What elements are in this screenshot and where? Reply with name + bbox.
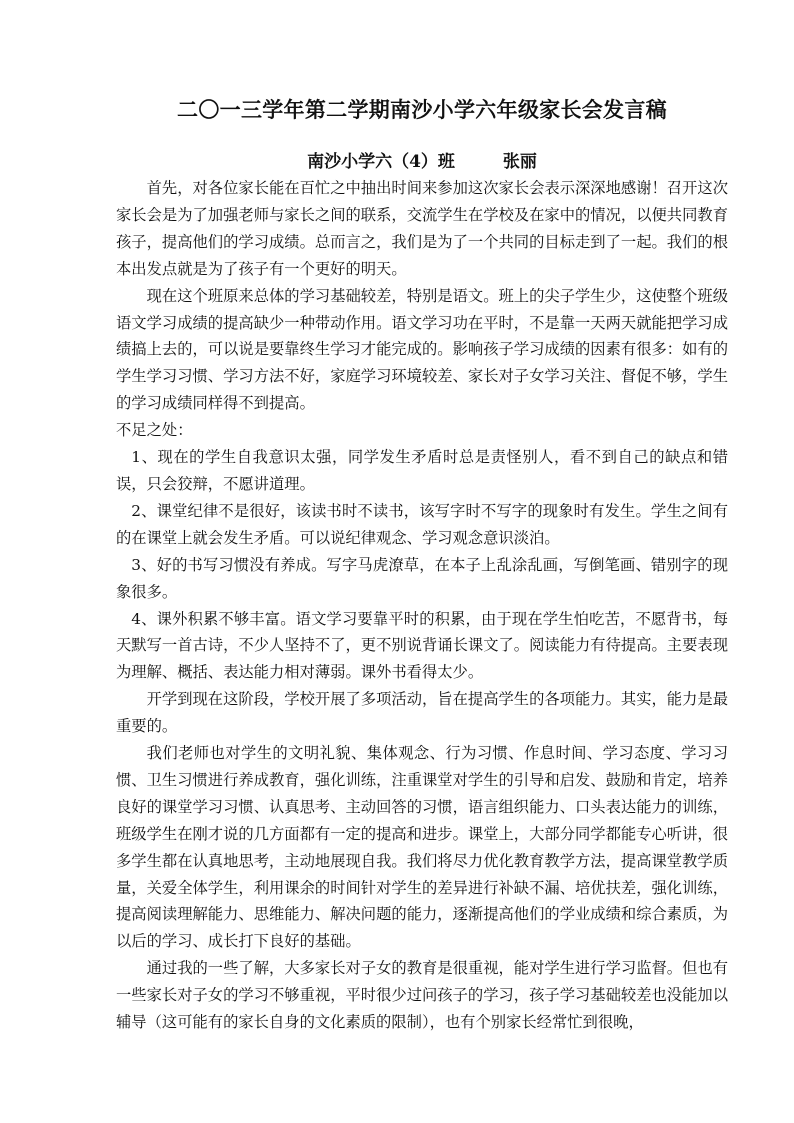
shortcoming-item-4: 4、课外积累不够丰富。语文学习要靠平时的积累，由于现在学生怕吃苦，不愿背书，每天默写一首古诗，不少人坚持不了，更不别说背诵长课文了。阅读能力有待提高。主要表现为理解、概括、表达能力相对薄弱。课外书看得太少。 [116, 609, 728, 682]
shortcoming-item-1: 1、现在的学生自我意识太强，同学发生矛盾时总是责怪别人，看不到自己的缺点和错误，只会狡辩，不愿讲道理。 [116, 448, 728, 493]
author-line [116, 150, 728, 174]
paragraph-class-situation: 现在这个班原来总体的学习基础较差，特别是语文。班上的尖子学生少，这使整个班级语文学习成绩的提高缺少一种带动作用。语文学习功在平时，不是靠一天两天就能把学习成绩搞上去的，可以说是要靠终生学习才能完成的。影响孩子学习成绩的因素有很多：如有的学生学习习惯、学习方法不好，家庭学习环境较差、家长对子女学习关注、督促不够，学生的学习成绩同样得不到提高。 [116, 286, 728, 413]
class-name: 南沙小学六（4）班 [307, 152, 455, 172]
paragraph-teacher-efforts: 我们老师也对学生的文明礼貌、集体观念、行为习惯、作息时间、学习态度、学习习惯、卫生习惯进行养成教育，强化训练，注重课堂对学生的引导和启发、鼓励和肯定，培养良好的课堂学习习惯、认真思考、主动回答的习惯，语言组织能力、口头表达能力的训练，班级学生在刚才说的几方面都有一定的提高和进步。课堂上，大部分同学都能专心听讲，很多学生都在认真地思考，主动地展现自我。我们将尽力优化教育教学方法，提高课堂教学质量，关爱全体学生，利用课余的时间针对学生的差异进行补缺不漏、培优扶差，强化训练，提高阅读理解能力、思维能力、解决问题的能力，逐渐提高他们的学业成绩和综合素质，为以后的学习、成长打下良好的基础。 [116, 744, 728, 951]
speech-body [116, 175, 728, 1036]
shortcomings-heading: 不足之处： [116, 421, 193, 440]
author-name: 张丽 [502, 152, 537, 172]
document-title: 二〇一三学年第二学期南沙小学六年级家长会发言稿 [177, 97, 667, 122]
paragraph-opening: 首先，对各位家长能在百忙之中抽出时间来参加这次家长会表示深深地感谢！召开这次家长会是为了加强老师与家长之间的联系，交流学生在学校及在家中的情况，以便共同教育孩子，提高他们的学习成绩。总而言之，我们是为了一个共同的目标走到了一起。我们的根本出发点就是为了孩子有一个更好的明天。 [116, 179, 728, 278]
shortcoming-item-3: 3、好的书写习惯没有养成。写字马虎潦草，在本子上乱涂乱画，写倒笔画、错别字的现象很多。 [116, 555, 728, 601]
paragraph-parent-observations: 通过我的一些了解，大多家长对子女的教育是很重视，能对学生进行学习监督。但也有一些家长对子女的学习不够重视，平时很少过问孩子的学习，孩子学习基础较差也没能加以辅导（这可能有的家长自身的文化素质的限制），也有个别家长经常忙到很晚， [116, 959, 728, 1032]
paragraph-school-activities: 开学到现在这阶段，学校开展了多项活动，旨在提高学生的各项能力。其实，能力是最重要的。 [116, 690, 728, 736]
shortcoming-item-2: 2、课堂纪律不是很好，该读书时不读书，该写字时不写字的现象时有发生。学生之间有的在课堂上就会发生矛盾。可以说纪律观念、学习观念意识淡泊。 [116, 501, 728, 547]
